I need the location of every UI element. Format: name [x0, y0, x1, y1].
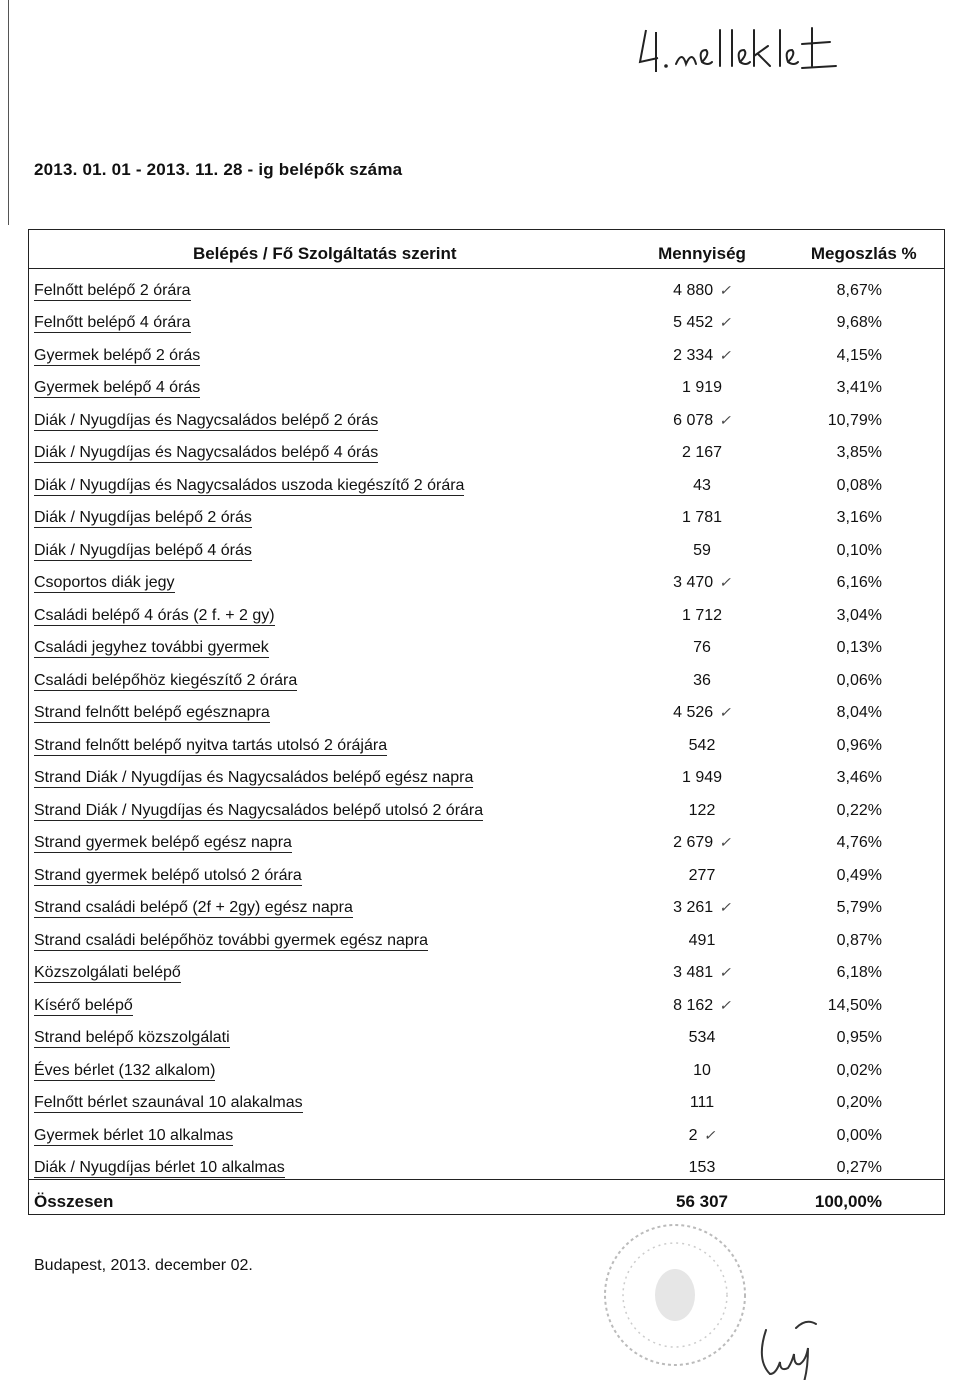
row-service-name	[29, 594, 621, 627]
official-stamp	[590, 1210, 760, 1380]
row-service-label: Strand családi belépőhöz további gyermek egész napra	[34, 931, 429, 949]
check-mark-icon: ✓	[719, 834, 731, 850]
row-quantity: 5 452	[673, 314, 714, 331]
visitor-count-table	[28, 229, 945, 1215]
row-service-label: Gyermek bérlet 10 alkalmas	[34, 1126, 234, 1144]
row-service-label: Közszolgálati belépő	[34, 964, 181, 981]
row-quantity-cell	[621, 984, 784, 1017]
row-percentage: 8,04%	[836, 704, 882, 721]
table-row	[29, 627, 945, 660]
check-mark-icon: ✓	[719, 411, 731, 428]
header-quantity: Mennyiség	[621, 230, 784, 269]
table-row	[29, 659, 945, 692]
row-quantity: 4 880	[673, 281, 714, 299]
row-service-name	[29, 984, 621, 1017]
row-service-name	[29, 269, 621, 302]
row-service-name	[29, 692, 621, 725]
table-row	[29, 1049, 945, 1082]
row-percentage: 0,87%	[836, 931, 882, 949]
row-service-name	[29, 789, 621, 822]
row-service-name	[29, 464, 621, 497]
table-row	[29, 594, 945, 627]
row-quantity-cell	[621, 334, 784, 367]
row-service-label: Felnőtt belépő 2 órára	[34, 281, 191, 299]
table-row	[29, 302, 945, 335]
row-percentage: 0,96%	[836, 736, 882, 754]
table-row	[29, 334, 945, 367]
row-percentage: 5,79%	[836, 899, 882, 916]
row-service-name	[29, 367, 621, 400]
row-percentage: 0,22%	[836, 801, 882, 819]
row-service-label: Diák / Nyugdíjas belépő 4 órás	[34, 541, 252, 559]
table-row	[29, 757, 945, 790]
row-quantity: 3 481	[673, 964, 714, 981]
row-quantity-cell	[621, 562, 784, 595]
table-row	[29, 1017, 945, 1050]
row-percentage: 8,67%	[836, 281, 882, 299]
table-row	[29, 692, 945, 725]
row-service-name	[29, 1017, 621, 1050]
row-service-label: Strand felnőtt belépő egésznapra	[34, 704, 270, 721]
row-service-label: Diák / Nyugdíjas és Nagycsaládos uszoda kiegészítő 2 órára	[34, 476, 465, 494]
row-quantity: 1 919	[681, 379, 723, 396]
row-service-name	[29, 1147, 621, 1180]
row-percentage: 9,68%	[836, 314, 882, 331]
check-mark-icon: ✓	[703, 1126, 716, 1143]
row-service-name	[29, 887, 621, 920]
check-mark-icon: ✓	[719, 346, 731, 363]
table-row	[29, 367, 945, 400]
row-service-label: Strand felnőtt belépő nyitva tartás utolsó 2 órájára	[34, 736, 388, 754]
header-service: Belépés / Fő Szolgáltatás szerint	[29, 230, 621, 269]
row-quantity: 2 167	[681, 444, 723, 461]
row-quantity-cell	[621, 1082, 784, 1115]
table-row	[29, 952, 945, 985]
row-service-label: Felnőtt bérlet szaunával 10 alakalmas	[34, 1094, 303, 1111]
row-quantity-cell	[621, 887, 784, 920]
table-row	[29, 529, 945, 562]
row-quantity-cell	[621, 529, 784, 562]
table-row	[29, 854, 945, 887]
table-row	[29, 919, 945, 952]
row-service-name	[29, 757, 621, 790]
row-service-label: Gyermek belépő 4 órás	[34, 379, 201, 396]
row-service-name	[29, 724, 621, 757]
check-mark-icon: ✓	[719, 281, 731, 298]
table-row	[29, 269, 945, 302]
row-percentage: 4,76%	[836, 834, 882, 851]
row-service-label: Strand Diák / Nyugdíjas és Nagycsaládos belépő egész napra	[34, 769, 474, 786]
row-quantity-cell	[621, 464, 784, 497]
row-percentage: 3,46%	[836, 769, 882, 786]
handwritten-annotation	[636, 20, 886, 80]
row-quantity-cell	[621, 432, 784, 465]
row-service-name	[29, 432, 621, 465]
row-quantity-cell	[621, 1147, 784, 1180]
row-quantity: 542	[688, 736, 716, 754]
total-row	[29, 1180, 945, 1215]
row-service-name	[29, 1082, 621, 1115]
row-quantity: 153	[688, 1159, 716, 1176]
row-quantity: 8 162	[673, 996, 714, 1014]
page-margin-line	[8, 0, 9, 225]
table-row	[29, 497, 945, 530]
row-quantity-cell	[621, 594, 784, 627]
row-service-label: Családi jegyhez további gyermek	[34, 639, 269, 656]
check-mark-icon: ✓	[719, 964, 731, 980]
table-row	[29, 399, 945, 432]
table-row	[29, 1082, 945, 1115]
total-quantity: 56 307	[621, 1180, 784, 1215]
table-row	[29, 822, 945, 855]
row-quantity-cell	[621, 757, 784, 790]
table-row	[29, 1147, 945, 1180]
row-service-name	[29, 1114, 621, 1147]
row-service-name	[29, 497, 621, 530]
row-quantity: 76	[693, 639, 711, 656]
row-service-name	[29, 399, 621, 432]
row-quantity: 43	[693, 476, 711, 494]
row-quantity: 2 334	[673, 346, 714, 364]
row-service-label: Strand belépő közszolgálati	[34, 1029, 230, 1046]
check-mark-icon: ✓	[719, 574, 731, 590]
row-service-label: Strand Diák / Nyugdíjas és Nagycsaládos belépő utolsó 2 órára	[34, 801, 484, 819]
row-service-label: Diák / Nyugdíjas és Nagycsaládos belépő 4 órás	[34, 444, 379, 461]
row-service-name	[29, 854, 621, 887]
row-quantity-cell	[621, 627, 784, 660]
check-mark-icon: ✓	[719, 314, 731, 330]
row-percentage: 3,16%	[836, 509, 882, 526]
row-percentage: 0,02%	[836, 1061, 882, 1079]
row-percentage: 0,10%	[836, 541, 882, 559]
row-service-label: Strand gyermek belépő egész napra	[34, 834, 292, 851]
place-date: Budapest, 2013. december 02.	[34, 1257, 253, 1274]
row-percentage: 10,79%	[827, 411, 882, 429]
row-quantity: 2 679	[673, 834, 714, 851]
row-quantity-cell	[621, 659, 784, 692]
row-service-label: Diák / Nyugdíjas bérlet 10 alkalmas	[34, 1159, 285, 1176]
row-service-label: Csoportos diák jegy	[34, 574, 175, 591]
row-service-name	[29, 627, 621, 660]
table-row	[29, 562, 945, 595]
row-percentage: 6,18%	[836, 964, 882, 981]
row-percentage: 4,15%	[836, 346, 882, 364]
row-quantity-cell	[621, 854, 784, 887]
row-service-name	[29, 822, 621, 855]
row-percentage: 0,13%	[836, 639, 882, 656]
total-percentage: 100,00%	[784, 1180, 945, 1215]
check-mark-icon: ✓	[719, 996, 731, 1013]
row-service-label: Éves bérlet (132 alkalom)	[34, 1061, 216, 1079]
row-service-label: Családi belépőhöz kiegészítő 2 órára	[34, 671, 298, 689]
row-quantity-cell	[621, 302, 784, 335]
row-quantity-cell	[621, 692, 784, 725]
row-service-label: Diák / Nyugdíjas és Nagycsaládos belépő 2 órás	[34, 411, 379, 429]
row-quantity: 1 949	[681, 769, 723, 786]
row-quantity: 1 712	[681, 606, 723, 624]
row-quantity-cell	[621, 1017, 784, 1050]
row-percentage: 3,04%	[836, 606, 882, 624]
row-quantity-cell	[621, 399, 784, 432]
row-percentage: 0,00%	[836, 1126, 882, 1144]
row-quantity: 491	[688, 931, 716, 949]
row-quantity-cell	[621, 724, 784, 757]
total-label: Összesen	[29, 1180, 621, 1215]
row-quantity: 534	[688, 1029, 716, 1046]
table-row	[29, 984, 945, 1017]
row-service-label: Strand gyermek belépő utolsó 2 órára	[34, 866, 302, 884]
row-percentage: 3,41%	[836, 379, 882, 396]
row-quantity: 10	[693, 1061, 711, 1079]
row-service-label: Felnőtt belépő 4 órára	[34, 314, 191, 331]
row-service-name	[29, 952, 621, 985]
row-quantity-cell	[621, 1114, 784, 1147]
row-service-name	[29, 1049, 621, 1082]
row-quantity-cell	[621, 919, 784, 952]
table-header-row	[29, 230, 945, 269]
row-percentage: 0,20%	[836, 1094, 882, 1111]
row-service-label: Gyermek belépő 2 órás	[34, 346, 201, 364]
table-row	[29, 432, 945, 465]
row-quantity: 111	[689, 1094, 715, 1111]
row-percentage: 0,49%	[836, 866, 882, 884]
row-service-name	[29, 529, 621, 562]
row-service-name	[29, 659, 621, 692]
row-quantity: 6 078	[673, 411, 714, 429]
row-percentage: 6,16%	[836, 574, 882, 591]
row-quantity-cell	[621, 822, 784, 855]
row-quantity-cell	[621, 497, 784, 530]
table-row	[29, 724, 945, 757]
row-service-name	[29, 334, 621, 367]
row-service-label: Diák / Nyugdíjas belépő 2 órás	[34, 509, 252, 526]
row-quantity: 3 261	[673, 899, 714, 916]
row-quantity-cell	[621, 952, 784, 985]
row-quantity: 3 470	[673, 574, 714, 591]
page-title: 2013. 01. 01 - 2013. 11. 28 - ig belépők száma	[34, 160, 403, 179]
check-mark-icon: ✓	[719, 899, 731, 915]
row-percentage: 0,95%	[836, 1029, 882, 1046]
row-service-name	[29, 919, 621, 952]
row-service-label: Kísérő belépő	[34, 996, 133, 1014]
row-quantity: 59	[693, 541, 711, 559]
row-percentage: 0,08%	[836, 476, 882, 494]
row-quantity: 122	[688, 801, 716, 819]
signature	[752, 1300, 832, 1380]
table-row	[29, 464, 945, 497]
row-percentage: 0,27%	[836, 1159, 882, 1176]
row-quantity: 1 781	[681, 509, 723, 526]
row-quantity: 4 526	[673, 704, 714, 721]
row-quantity-cell	[621, 367, 784, 400]
table-row	[29, 1114, 945, 1147]
row-quantity-cell	[621, 789, 784, 822]
row-quantity: 2	[688, 1126, 698, 1144]
header-distribution: Megoszlás %	[784, 230, 945, 269]
row-percentage: 14,50%	[827, 996, 882, 1014]
row-service-name	[29, 562, 621, 595]
table-row	[29, 887, 945, 920]
row-quantity: 36	[693, 671, 711, 689]
check-mark-icon: ✓	[719, 704, 731, 720]
row-quantity-cell	[621, 269, 784, 302]
row-percentage: 3,85%	[836, 444, 882, 461]
table-row	[29, 789, 945, 822]
row-service-label: Strand családi belépő (2f + 2gy) egész napra	[34, 899, 353, 916]
row-percentage: 0,06%	[836, 671, 882, 689]
row-service-name	[29, 302, 621, 335]
row-quantity: 277	[688, 866, 716, 884]
row-quantity-cell	[621, 1049, 784, 1082]
row-service-label: Családi belépő 4 órás (2 f. + 2 gy)	[34, 606, 275, 624]
